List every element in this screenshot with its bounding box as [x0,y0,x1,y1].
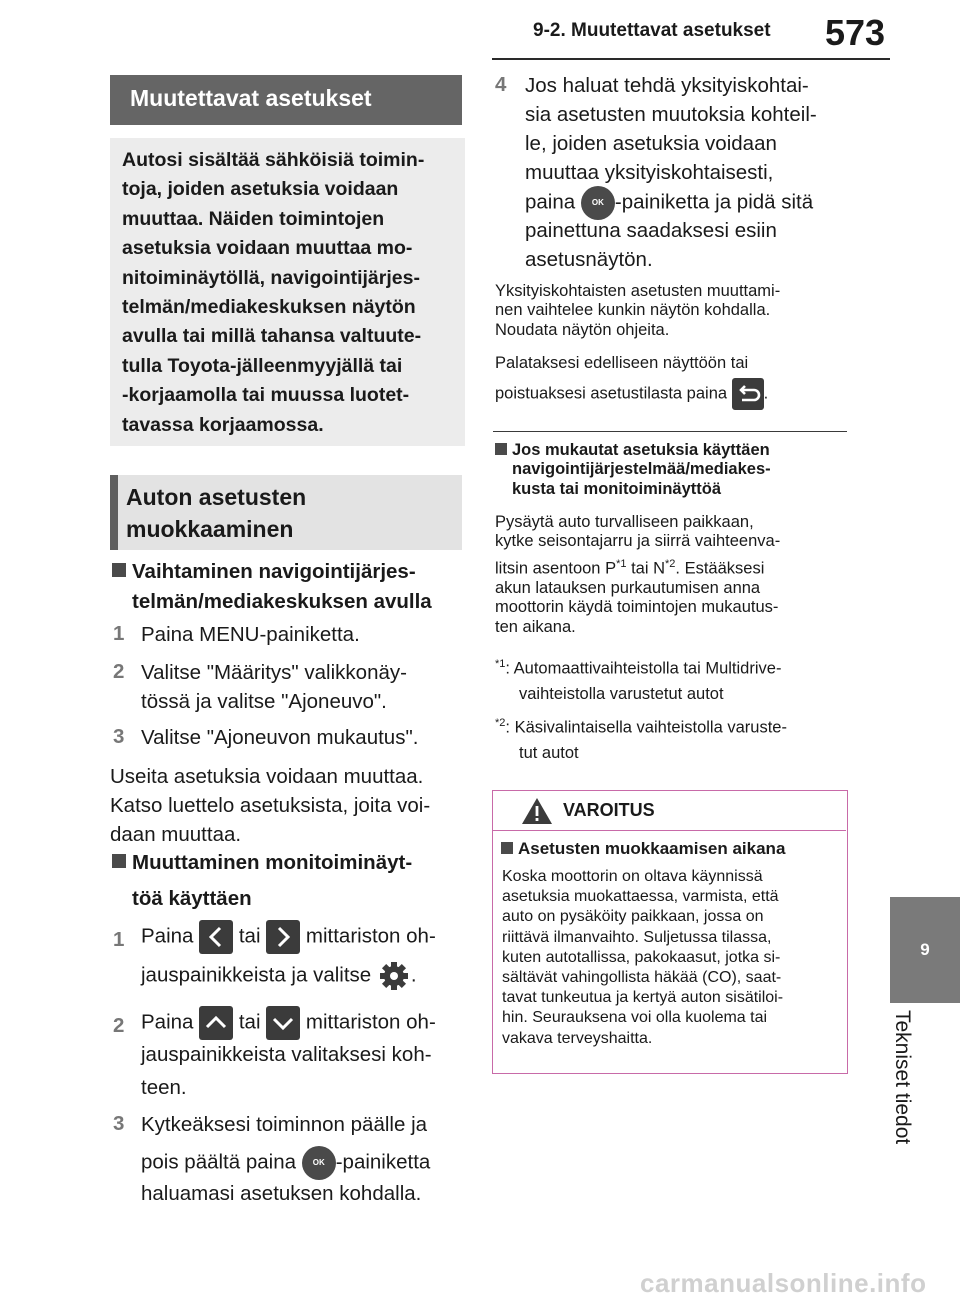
step-number: 2 [113,1014,125,1037]
step-text: jauspainikkeista valitaksesi koh- teen. [141,1043,432,1099]
step-text: Paina tai mittariston oh- [141,1006,436,1040]
subsection-heading-box [110,475,462,550]
chevron-up-icon [199,1006,233,1040]
step-number: 1 [113,622,125,645]
step-text: painettuna saadaksesi esiin asetusnäytön. [525,219,777,271]
back-icon [732,378,764,410]
note: Palataksesi edelliseen näyttöön tai [495,354,749,372]
chapter-label [893,1010,957,1190]
intro-line: avulla tai millä tahansa valtuute- [122,325,422,348]
intro-line: tulla Toyota-jälleenmyyjällä tai [122,354,403,377]
section-heading: Muutettavat asetukset [130,85,372,111]
step-number: 3 [113,725,125,748]
paragraph: Useita asetuksia voidaan muuttaa. Katso luettelo asetuksista, joita voi- daan muuttaa. [110,765,431,846]
intro-line: telmän/mediakeskuksen näytön [122,296,416,319]
step-text: haluamasi asetuksen kohdalla. [141,1182,422,1205]
footnote: $^{*2}$: Käsivalintaisella vaihteistolla varuste- tut autot [495,717,787,762]
chapter-label-text: Tekniset tiedot [891,1010,914,1145]
step-number: 2 [113,660,125,683]
step-text: Kytkeäksesi toiminnon päälle ja [141,1113,428,1136]
bullet-square-icon [112,854,126,868]
warning-header [493,791,846,831]
bullet-square-icon [501,842,513,854]
step-text: Valitse "Ajoneuvon mukautus". [141,726,419,749]
intro-line: tavassa korjaamossa. [122,413,324,436]
step-text: Paina MENU-painiketta. [141,623,360,646]
header-rule [492,58,890,60]
section-heading-box [110,75,462,125]
warning-title: VAROITUS [563,800,655,820]
bullet-square-icon [495,443,507,455]
intro-line: nitoiminäytöllä, navigointijärjes- [122,266,420,289]
watermark: carmanualsonline.info [640,1268,927,1298]
chevron-down-icon [266,1006,300,1040]
method2-heading: Muuttaminen monitoiminäyt- töä käyttäen [112,848,412,914]
paragraph: Pysäytä auto turvalliseen paikkaan, kytke seisontajarru ja siirrä vaihteenva- litsin asentoon $P^{*1}$ tai $N^{*2}$. Estääksesi akun latauksen purkautumisen anna moottorin käydä toimintojen mukautus- ten aikana. [495,513,781,636]
intro-line: -korjaamolla tai muussa luotet- [122,384,410,407]
warning-triangle-icon [521,797,553,825]
bullet-square-icon [112,563,126,577]
step-text: jauspainikkeista ja valitse . [141,959,417,993]
page-number: 573 [825,12,886,53]
method1-heading: Vaihtaminen navigointijärjes- telmän/mediakeskuksen avulla [112,557,432,617]
divider [493,431,847,432]
chapter-tab[interactable]: 9 [890,897,960,1003]
step-number: 3 [113,1112,125,1135]
chevron-right-icon [266,920,300,954]
warning-subheading: Asetusten muokkaamisen aikana [501,839,785,858]
subsection-heading-line: Auton asetusten [126,484,307,510]
method3-heading: Jos mukautat asetuksia käyttäen navigointijärjestelmää/mediakes- kusta tai monitoiminäyttöä [495,441,771,499]
section-title: 9-2. Muutettavat asetukset [533,20,771,41]
ok-button-icon: OK [302,1146,336,1180]
step-text: Jos haluat tehdä yksityiskohtai- sia asetusten muutoksia kohteil- le, joiden asetuksia voidaan muuttaa yksityiskohtaisesti, [525,74,817,184]
step-number: 1 [113,928,125,951]
chevron-left-icon [199,920,233,954]
step-text: paina OK -painiketta ja pidä sitä [525,186,813,220]
intro-line: Autosi sisältää sähköisiä toimin- [122,149,425,171]
intro-line: muuttaa. Näiden toimintojen [122,207,385,230]
intro-line: asetuksia voidaan muuttaa mo- [122,237,413,260]
gear-icon [377,959,411,993]
ok-button-icon: OK [581,186,615,220]
warning-box [492,790,848,1074]
subsection-heading-line: muokkaaminen [126,516,294,542]
step-text: Valitse "Määritys" valikkonäy- tössä ja valitse "Ajoneuvo". [141,661,407,713]
step-text: Paina tai mittariston oh- [141,920,436,954]
intro-box [110,138,465,446]
footnote: $^{*1}$: Automaattivaihteistolla tai Multidrive- vaihteistolla varustetut autot [495,658,782,703]
step-number: 4 [495,73,507,96]
step-text: pois päältä paina OK -painiketta [141,1146,430,1180]
intro-line: toja, joiden asetuksia voidaan [122,178,399,201]
note: poistuaksesi asetustilasta paina . [495,378,768,410]
warning-text: Koska moottorin on oltava käynnissä asetuksia muokattaessa, varmista, että auto on pysäköity paikkaan, jossa on riittävä ilmanvaihto. Suljetussa tilassa, kuten autotallissa, pakokaasut, jotka si- sältävät vahingollista häkää (CO), saat- tavat tunkeutua ja kertyä auton sisätiloi- hin. Seurauksena voi olla kuolema tai vakava terveyshaitta. [502,868,784,1047]
note: Yksityiskohtaisten asetusten muuttami- nen vaihtelee kunkin näytön kohdalla. Noudata näytön ohjeita. [495,282,781,339]
